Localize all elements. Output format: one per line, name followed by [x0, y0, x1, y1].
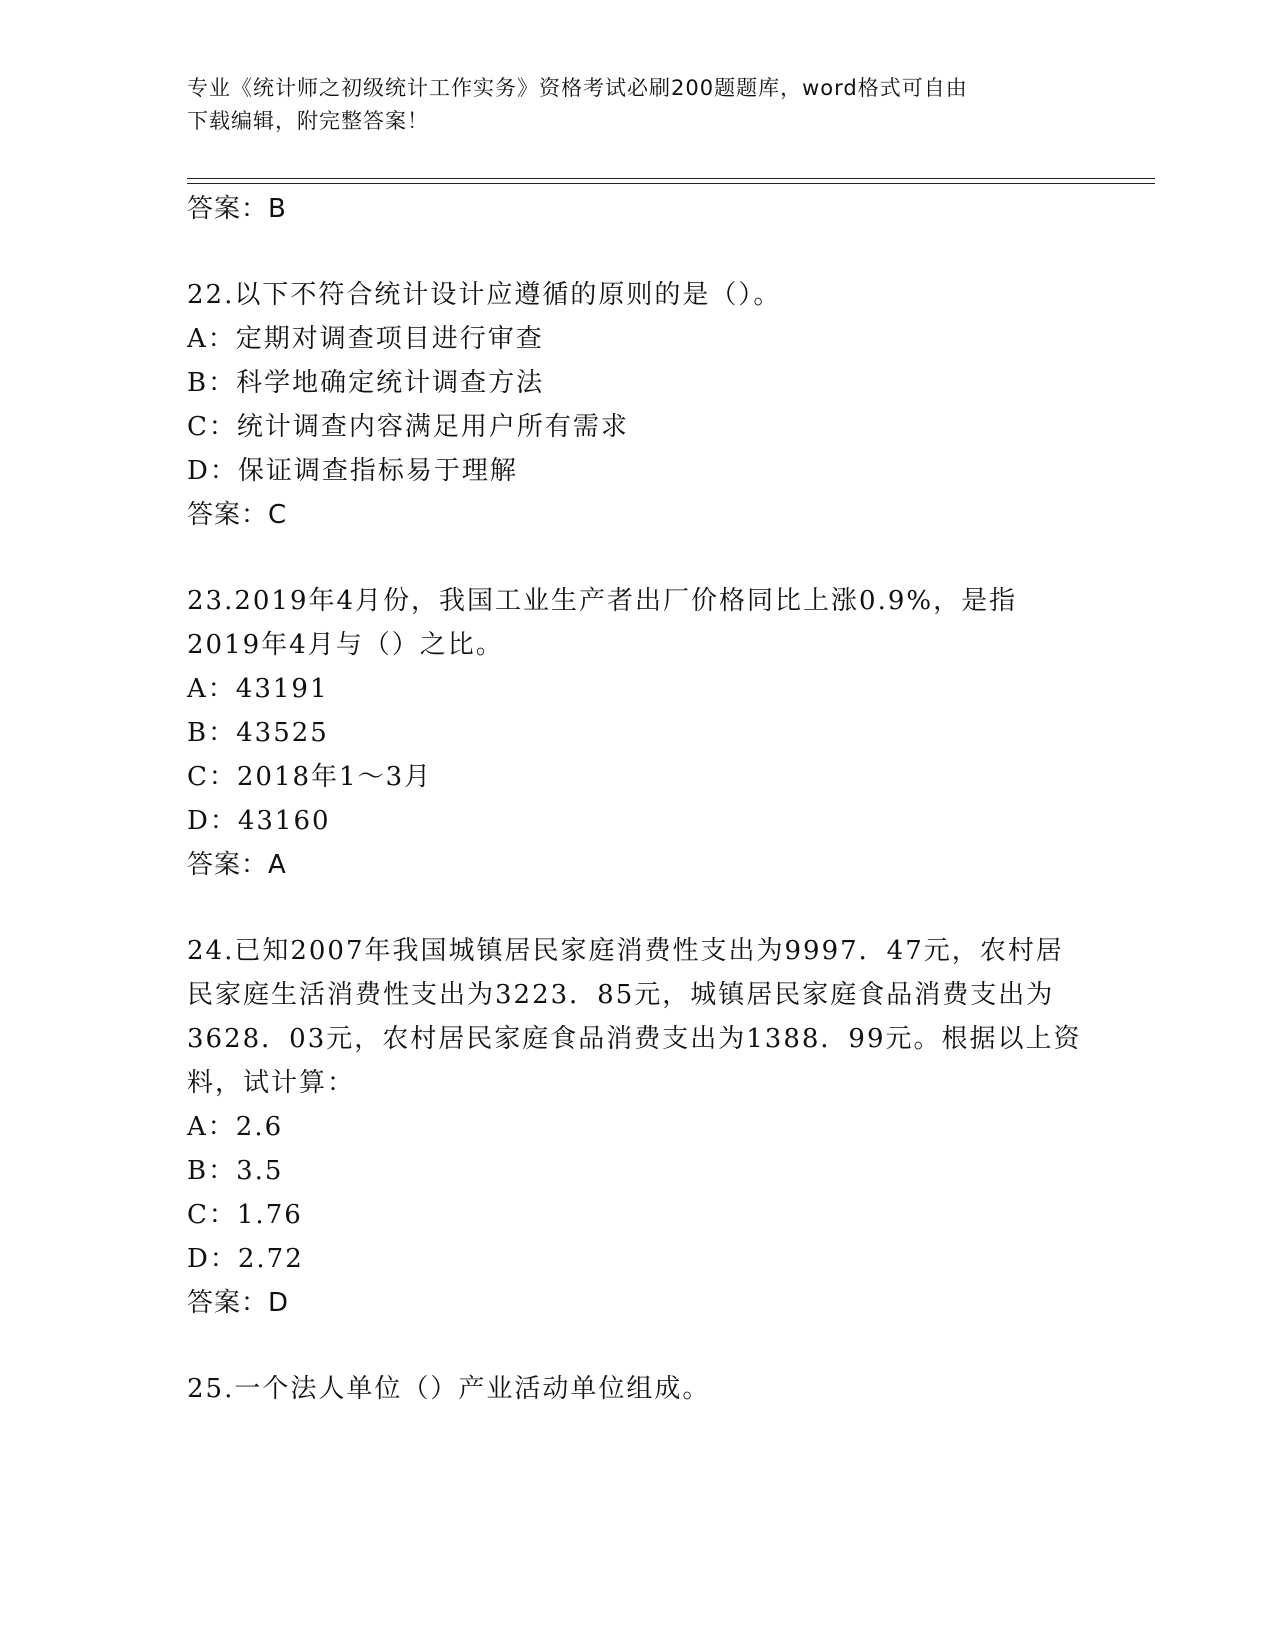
question-22-option-d: D：保证调查指标易于理解 — [187, 456, 518, 486]
header-line-2: 下载编辑，附完整答案！ — [187, 109, 429, 133]
document-header — [187, 72, 1087, 138]
question-22-option-b: B：科学地确定统计调查方法 — [187, 368, 545, 398]
question-24-stem-line-3: 3628．03元，农村居民家庭食品消费支出为1388．99元。根据以上资 — [187, 1024, 1082, 1054]
header-divider-top — [187, 178, 1155, 179]
header-line-1: 专业《统计师之初级统计工作实务》资格考试必刷200题题库，word格式可自由 — [187, 76, 968, 100]
question-23-stem-line-1: 23.2019年4月份，我国工业生产者出厂价格同比上涨0.9%，是指 — [187, 586, 1018, 616]
question-24-option-c: C：1.76 — [187, 1200, 303, 1230]
question-24-stem-line-4: 料，试计算： — [187, 1068, 356, 1098]
question-25-stem: 25.一个法人单位（）产业活动单位组成。 — [187, 1374, 711, 1404]
question-23-stem-line-2: 2019年4月与（）之比。 — [187, 630, 504, 660]
question-24-option-b: B：3.5 — [187, 1156, 284, 1186]
question-24-stem-line-1: 24.已知2007年我国城镇居民家庭消费性支出为9997．47元，农村居 — [187, 936, 1064, 966]
question-23-answer: 答案：A — [187, 850, 287, 880]
question-22-option-a: A：定期对调查项目进行审查 — [187, 324, 544, 354]
header-divider-bottom — [187, 183, 1155, 184]
previous-question-answer: 答案：B — [187, 194, 287, 224]
question-23-option-b: B：43525 — [187, 718, 329, 748]
question-24-answer: 答案：D — [187, 1288, 290, 1318]
question-22-option-c: C：统计调查内容满足用户所有需求 — [187, 412, 629, 442]
question-23-option-d: D：43160 — [187, 806, 331, 836]
question-24-option-a: A：2.6 — [187, 1112, 284, 1142]
question-22-stem: 22.以下不符合统计设计应遵循的原则的是（）。 — [187, 280, 782, 310]
question-23-option-c: C：2018年1～3月 — [187, 762, 433, 792]
question-23-option-a: A：43191 — [187, 674, 329, 704]
question-22-answer: 答案：C — [187, 500, 288, 530]
question-24-stem-line-2: 民家庭生活消费性支出为3223．85元，城镇居民家庭食品消费支出为 — [187, 980, 1055, 1010]
question-24-option-d: D：2.72 — [187, 1244, 304, 1274]
